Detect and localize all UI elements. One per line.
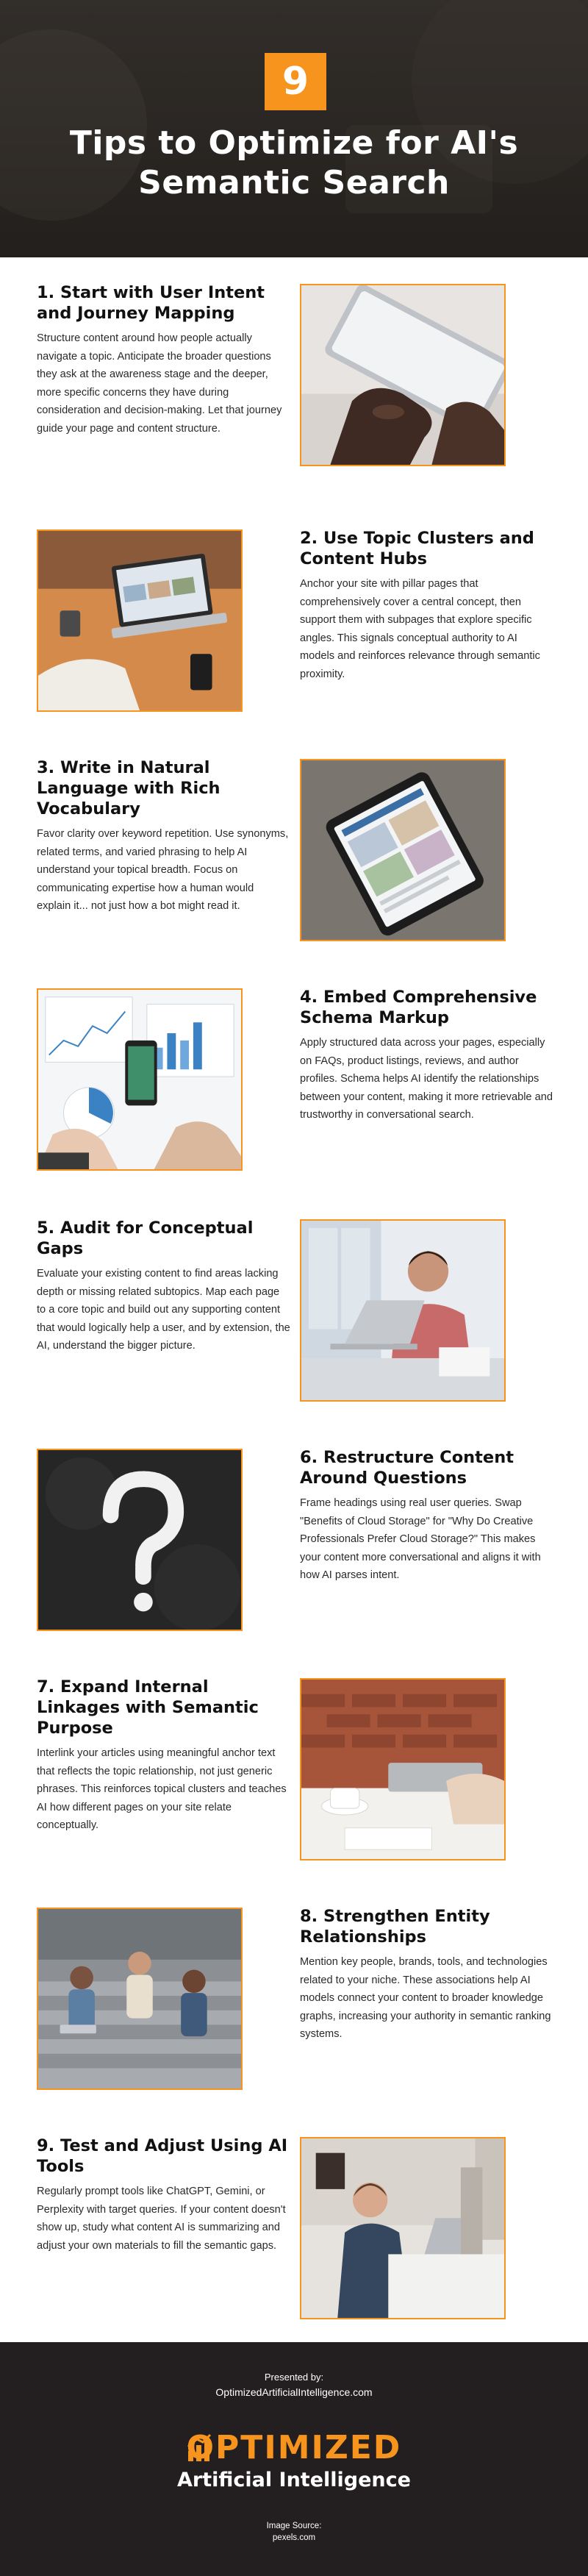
- tip-body: Anchor your site with pillar pages that comprehensively cover a central concept, then support them with subpages that explore specific angles. This signals conceptual authority to AI models and reinforces relevance through semantic proximity.: [300, 578, 540, 680]
- tip-body: Interlink your articles using meaningful anchor text that reflects the topic relationship, not just generic phrases. This reinforces topical clusters and teaches AI how different pages on your site relate conceptually.: [37, 1747, 287, 1832]
- footer: [0, 2342, 588, 2576]
- tip-section-4: [0, 987, 588, 1171]
- tablet-with-webpage-image: [300, 759, 506, 941]
- tip-text-block: [37, 282, 290, 438]
- tip-body: Regularly prompt tools like ChatGPT, Gemini, or Perplexity with target queries. If your content doesn't show up, study what content AI is summarizing and adjust your own materials to fill the semantic gaps.: [37, 2186, 286, 2252]
- laptop-on-desk-image: [37, 529, 243, 712]
- tip-text-block: [37, 2136, 290, 2255]
- tip-title: 2. Use Topic Clusters and Content Hubs: [300, 529, 534, 568]
- people-on-steps-image: [37, 1908, 243, 2090]
- logo-wordmark: OPTIMIZED: [186, 2429, 402, 2466]
- tip-title: 8. Strengthen Entity Relationships: [300, 1907, 490, 1947]
- header-banner: [0, 0, 588, 257]
- hands-holding-tablet-image: [300, 284, 506, 466]
- tip-title: 6. Restructure Content Around Questions: [300, 1448, 514, 1488]
- tip-title: 4. Embed Comprehensive Schema Markup: [300, 988, 537, 1027]
- site-link[interactable]: OptimizedArtificialIntelligence.com: [215, 2386, 373, 2398]
- tip-count-badge: 9: [265, 53, 326, 110]
- page-title: [0, 124, 588, 203]
- man-at-laptop-image: [300, 1219, 506, 1402]
- tip-text-block: [300, 987, 553, 1124]
- logo-subtitle: Artificial Intelligence: [177, 2469, 411, 2491]
- tip-title: 1. Start with User Intent and Journey Mapping: [37, 283, 265, 323]
- tip-title: 5. Audit for Conceptual Gaps: [37, 1219, 254, 1258]
- tip-body: Mention key people, brands, tools, and technologies related to your niche. These associations help AI models connect your content to broader knowledge graphs, increasing your authority in semantic ranking systems.: [300, 1956, 551, 2041]
- tip-text-block: [37, 757, 290, 916]
- tip-section-8: [0, 1906, 588, 2090]
- page-title-line2: Semantic Search: [138, 164, 450, 201]
- tip-section-2: [0, 528, 588, 712]
- image-source-value: pexels.com: [272, 2533, 316, 2542]
- tip-body: Structure content around how people actually navigate a topic. Anticipate the broader questions they ask at the awareness stage and the deeper, more specific concerns they have during consideration and decision-making. Let that journey guide your page and content structure.: [37, 332, 282, 435]
- tip-title: 9. Test and Adjust Using AI Tools: [37, 2136, 288, 2176]
- tip-section-3: [0, 757, 588, 941]
- image-source-label: Image Source:: [266, 2522, 322, 2530]
- tip-section-6: [0, 1447, 588, 1631]
- tip-title: 7. Expand Internal Linkages with Semantic Purpose: [37, 1677, 259, 1738]
- tip-section-5: [0, 1218, 588, 1402]
- question-mark-chalkboard-image: [37, 1449, 243, 1631]
- tip-section-1: [0, 282, 588, 466]
- tip-text-block: [37, 1218, 290, 1355]
- tip-body: Evaluate your existing content to find areas lacking depth or missing related subtopics. Map each page to a core topic and build out any supporting content that would logically help a user, and by extension, the AI, understand the bigger picture.: [37, 1268, 290, 1352]
- tip-title: 3. Write in Natural Language with Rich Vocabulary: [37, 758, 220, 818]
- presented-by-label: Presented by:: [264, 2372, 324, 2383]
- tip-body: Apply structured data across your pages, especially on FAQs, product listings, reviews, and author profiles. Schema helps AI identify the relationships between your content, making it more retrievable and trustworthy in conversational search.: [300, 1037, 553, 1121]
- man-in-office-image: [300, 2137, 506, 2319]
- tip-text-block: [300, 528, 553, 684]
- tip-text-block: [37, 1677, 290, 1835]
- tip-section-9: [0, 2136, 588, 2319]
- charts-and-phone-image: [37, 988, 243, 1171]
- laptop-and-coffee-image: [300, 1678, 506, 1860]
- page-title-line1: Tips to Optimize for AI's: [69, 124, 519, 162]
- tip-body: Frame headings using real user queries. Swap "Benefits of Cloud Storage" for "Why Do Creative Professionals Prefer Cloud Storage?" This makes your content more conversational and aligns it with how AI parses intent.: [300, 1497, 541, 1582]
- tip-text-block: [300, 1447, 553, 1585]
- tip-text-block: [300, 1906, 553, 2044]
- tip-body: Favor clarity over keyword repetition. Use synonyms, related terms, and varied phrasing to help AI understand your topical breadth. Focus on communicating expertise how a human would explain it... not just how a bot might read it.: [37, 828, 289, 913]
- tip-section-7: [0, 1677, 588, 1860]
